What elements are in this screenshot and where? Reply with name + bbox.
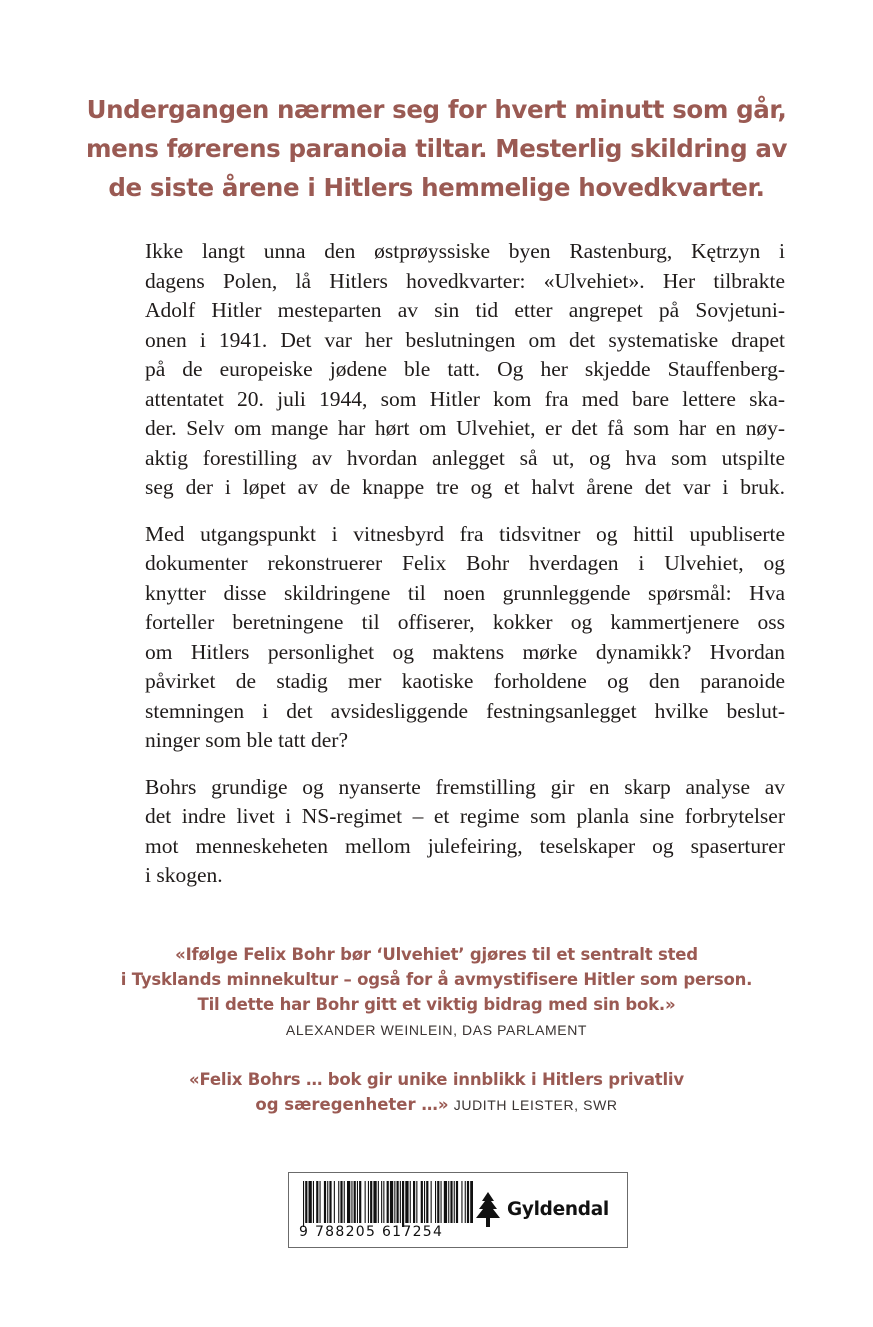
barcode-bar <box>424 1181 425 1223</box>
barcode-bar <box>421 1181 423 1223</box>
barcode-bar <box>324 1181 326 1223</box>
text-line: på de europeiske jødene ble tatt. Og her skjedde Stauffenberg- <box>145 357 785 381</box>
quote-last-line <box>60 1092 813 1118</box>
barcode-bar <box>413 1181 415 1223</box>
lead-line: Undergangen nærmer seg for hvert minutt som går, <box>86 95 787 124</box>
barcode-bar <box>378 1181 379 1223</box>
text-line: attentatet 20. juli 1944, som Hitler kom fra med bare lettere ska- <box>145 386 785 411</box>
barcode-bar <box>344 1181 345 1223</box>
text-line: seg der i løpet av de knappe tre og et halvt årene det var i bruk. <box>145 475 785 499</box>
barcode-bar <box>329 1181 331 1223</box>
barcode-bar <box>437 1181 439 1223</box>
barcode-bar <box>340 1181 342 1223</box>
spruce-tree-icon <box>474 1191 502 1231</box>
barcode-bar <box>456 1181 458 1223</box>
barcode-bar <box>354 1181 356 1223</box>
paragraph-1 <box>145 237 785 503</box>
isbn-number: 9 788205 617254 <box>299 1224 444 1240</box>
quote-line: «Ifølge Felix Bohr bør ‘Ulvehiet’ gjøres til et sentralt sted <box>175 945 698 964</box>
barcode-bar <box>397 1181 399 1223</box>
review-quote-1 <box>60 942 813 1043</box>
barcode-bar <box>394 1181 395 1223</box>
barcode-bar <box>370 1181 372 1223</box>
quote-line: og særegenheter …» <box>255 1095 449 1114</box>
quote-source: ALEXANDER WEINLEIN, DAS PARLAMENT <box>285 1022 588 1038</box>
barcode-bar <box>402 1181 404 1227</box>
publisher-logo: Gyldendal <box>507 1199 609 1220</box>
text-line: onen i 1941. Det var her beslutningen om det systematiske drapet <box>145 327 785 352</box>
barcode-bar <box>359 1181 361 1223</box>
barcode-bar <box>441 1181 442 1223</box>
barcode-bar <box>470 1181 473 1223</box>
barcode-bar <box>303 1181 304 1227</box>
barcode-bar <box>309 1181 312 1223</box>
text-line: aktig forestilling av hvordan anlegget så ut, og hva som utspilte <box>145 445 785 470</box>
text-line: forteller beretningene til offiserer, kokker og kammertjenere oss <box>145 610 785 634</box>
text-line: i skogen. <box>145 863 223 887</box>
text-line: dokumenter rekonstruerer Felix Bohr hverdagen i Ulvehiet, og <box>145 551 785 575</box>
text-line: Ikke langt unna den østprøyssiske byen Rastenburg, Kętrzyn i <box>145 239 785 263</box>
barcode-bar <box>327 1181 328 1223</box>
quote-line: «Felix Bohrs … bok gir unike innblikk i Hitlers privatliv <box>189 1070 684 1089</box>
barcode-bar <box>368 1181 369 1223</box>
text-line: knytter disse skildringene til noen grunnleggende spørsmål: Hva <box>145 580 785 605</box>
text-line: om Hitlers personlighet og maktens mørke dynamikk? Hvordan <box>145 639 785 664</box>
lead-blurb <box>60 90 813 207</box>
text-line: stemningen i det avsidesliggende festningsanlegget hvilke beslut- <box>145 698 785 723</box>
text-line: det indre livet i NS-regimet – et regime som planla sine forbrytelser <box>145 804 785 828</box>
description-text <box>145 237 785 908</box>
text-line: påvirket de stadig mer kaotiske forholdene og den paranoide <box>145 669 785 693</box>
review-quote-2 <box>60 1067 813 1118</box>
text-line: der. Selv om mange har hørt om Ulvehiet, er det få som har en nøy- <box>145 416 785 440</box>
text-line: mot menneskeheten mellom julefeiring, teselskaper og spaserturer <box>145 833 785 858</box>
barcode <box>301 1181 473 1227</box>
barcode-bar <box>316 1181 318 1223</box>
quote-line: Til dette har Bohr gitt et viktig bidrag med sin bok.» <box>197 995 676 1014</box>
paragraph-3 <box>145 773 785 891</box>
barcode-bar <box>444 1181 447 1223</box>
barcode-bar <box>400 1181 401 1223</box>
barcode-bar <box>365 1181 366 1223</box>
barcode-bar <box>387 1181 389 1223</box>
text-line: Adolf Hitler mesteparten av sin tid etter angrepet på Sovjetuni- <box>145 298 785 322</box>
barcode-bar <box>416 1181 417 1223</box>
quote-source: JUDITH LEISTER, SWR <box>453 1097 618 1113</box>
barcode-bar <box>461 1181 462 1223</box>
barcode-bar <box>351 1181 352 1223</box>
barcode-bar <box>467 1181 469 1223</box>
barcode-bar <box>381 1181 382 1223</box>
text-line: ninger som ble tatt der? <box>145 728 348 752</box>
barcode-bar <box>454 1181 455 1223</box>
barcode-bar <box>435 1181 436 1223</box>
barcode-bar <box>431 1181 432 1223</box>
barcode-bar <box>347 1181 350 1223</box>
barcode-bar <box>334 1181 335 1223</box>
barcode-bar <box>450 1181 452 1223</box>
barcode-bar <box>313 1181 314 1223</box>
barcode-bar <box>373 1181 376 1223</box>
barcode-bar <box>448 1181 449 1223</box>
barcode-bar <box>390 1181 393 1223</box>
barcode-bar <box>338 1181 339 1223</box>
barcode-bar <box>465 1181 466 1223</box>
text-line: Bohrs grundige og nyanserte fremstilling gir en skarp analyse av <box>145 774 785 799</box>
barcode-bar <box>410 1181 411 1223</box>
barcode-panel <box>288 1172 628 1248</box>
barcode-bar <box>305 1181 307 1223</box>
lead-line: mens førerens paranoia tiltar. Mesterlig skildring av <box>85 134 788 163</box>
quote-line: i Tysklands minnekultur – også for å avmystifisere Hitler som person. <box>120 970 753 989</box>
barcode-bar <box>405 1181 408 1223</box>
barcode-bar <box>426 1181 428 1223</box>
text-line: dagens Polen, lå Hitlers hovedkvarter: «Ulvehiet». Her tilbrakte <box>145 268 785 293</box>
lead-line: de siste årene i Hitlers hemmelige hovedkvarter. <box>108 173 765 202</box>
barcode-bar <box>383 1181 384 1223</box>
barcode-bar <box>357 1181 358 1223</box>
paragraph-2 <box>145 520 785 756</box>
text-line: Med utgangspunkt i vitnesbyrd fra tidsvitner og hittil upubliserte <box>145 521 785 546</box>
barcode-bar <box>320 1181 321 1223</box>
